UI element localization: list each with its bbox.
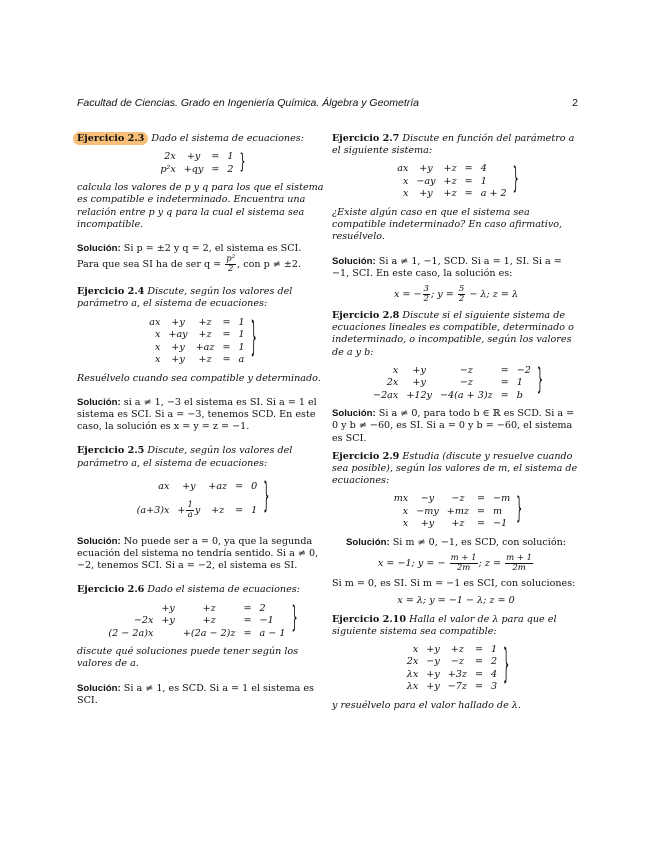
eq-part: ; y = [430, 288, 454, 300]
term: +az [208, 480, 228, 492]
equation-term: +az [195, 341, 215, 353]
exercise-statement: Discute, según los valores del parámetro a, el sistema de ecuaciones: [77, 286, 293, 310]
eq-part: x = − [393, 288, 422, 300]
equation-term: +y [426, 681, 440, 693]
fraction [225, 255, 236, 274]
exercise-label: Ejercicio 2.9 [332, 450, 400, 462]
equation-term: x [392, 364, 399, 376]
equation-term: 1 [480, 175, 487, 187]
term: = [235, 504, 244, 516]
equation-term: +z [198, 316, 212, 328]
equation-row [369, 365, 535, 378]
equation-term: 1 [238, 329, 245, 341]
equation-system [332, 644, 580, 694]
equation-term: x [412, 643, 419, 655]
exercise-2-7 [332, 133, 580, 304]
equation-term: 2 [259, 602, 266, 614]
exercise-2-6 [77, 584, 325, 707]
solution-label: Solución: [345, 536, 390, 548]
equation-system [332, 163, 580, 201]
term: ax [158, 480, 170, 492]
term: +z [211, 504, 225, 516]
equation-row [393, 188, 510, 201]
equation-term: x [155, 341, 161, 353]
equation-term: x [402, 175, 409, 187]
equation-row [390, 506, 514, 519]
equation-term: = [222, 341, 231, 353]
equation-term: −2x [133, 615, 154, 627]
equation-row [156, 151, 237, 164]
equation-term: a + 2 [480, 188, 507, 200]
fraction [186, 501, 193, 520]
equation-row [403, 681, 501, 694]
equation-term: = [500, 389, 509, 401]
equation-term: 4 [480, 163, 487, 175]
equation-table [393, 163, 510, 201]
equation-term: −1 [259, 615, 274, 627]
equation-term: = [476, 505, 486, 517]
equation-term: +z [202, 602, 216, 614]
equation-term: −ay [416, 175, 436, 187]
solution-text: Si a ≠ 1, es SCD. Si a = 1 el sistema es SCI. [77, 682, 314, 706]
equation-system [77, 476, 325, 524]
equation-term: +z [198, 329, 212, 341]
exercise-text: discute qué soluciones puede tener según los valores de a. [77, 646, 299, 670]
equation-term: = [474, 656, 483, 668]
term: 1 [251, 504, 258, 516]
equation-term: +ay [168, 329, 188, 341]
equation-term: +y [419, 188, 433, 200]
left-column [77, 133, 325, 707]
solution [77, 536, 325, 573]
equation-term: 1 [227, 151, 234, 163]
solution-text-2: Si m = 0, es SI. Si m = −1 es SCI, con soluciones: [332, 578, 576, 590]
solution-label: Solución: [77, 682, 121, 694]
solution-text: Si a ≠ 1, −1, SCD. Si a = 1, SI. Si a = −1, SCI. En este caso, la solución es: [332, 255, 562, 279]
solution-label: Solución: [332, 255, 376, 267]
solution-label: Solución: [77, 396, 121, 408]
equation-row [403, 644, 501, 657]
equation-table [390, 493, 514, 531]
equation-term: = [474, 643, 483, 655]
equation-term: −z [459, 364, 473, 376]
equation-term: +mz [446, 505, 469, 517]
equation-term: +z [443, 163, 457, 175]
equation-term: x [155, 354, 161, 366]
header-title: Facultad de Ciencias. Grado en Ingeniería Química. Álgebra y Geometría [77, 97, 420, 109]
equation-term: +y [171, 354, 185, 366]
exercise-2-4 [77, 286, 325, 433]
exercise-statement: Discute, según los valores del parámetro a, el sistema de ecuaciones: [77, 445, 293, 469]
fraction-numerator: 5 [458, 283, 465, 294]
right-brace: } [503, 643, 510, 690]
exercise-text: calcula los valores de p y q para los que el sistema es compatible e indeterminado. Encuentra una relación entre p y q para la cual el sistema sea incompatible. [77, 182, 324, 230]
equation-term: +z [450, 643, 464, 655]
term-fraction [173, 498, 204, 524]
exercise-statement: Discute si el siguiente sistema de ecuaciones lineales es compatible, determinado o indeterminado, o incompatible, según los valores de a y b: [332, 309, 574, 358]
equation-term: 1 [238, 341, 245, 353]
equation-row [145, 354, 248, 367]
equation-term: −7z [447, 681, 467, 693]
variable: y [194, 505, 201, 517]
equation-row [403, 669, 501, 682]
equation-row [104, 603, 289, 616]
equation-term: b [516, 389, 523, 401]
solution [77, 243, 325, 274]
right-brace: } [536, 364, 543, 399]
equation-term: = [243, 627, 252, 639]
solution-text: Si m ≠ 0, −1, es SCD, con solución: [392, 536, 567, 548]
equation-term: x [402, 188, 409, 200]
equation-term: ax [397, 163, 409, 175]
right-brace: } [263, 477, 270, 518]
equation-table [104, 603, 289, 641]
solution [332, 537, 580, 549]
equation-row [145, 329, 248, 342]
equation-table [369, 365, 535, 403]
equation-term: mx [393, 493, 409, 505]
exercise-label: Ejercicio 2.7 [332, 133, 400, 144]
exercise-2-10 [332, 614, 580, 713]
fraction-numerator: m + 1 [506, 553, 533, 564]
equation-system [332, 493, 580, 531]
equation-row [156, 164, 237, 177]
exercise-label: Ejercicio 2.6 [77, 584, 145, 596]
equation-term: x [402, 518, 409, 530]
solution-text: si a ≠ 1, −3 el sistema es SI. Si a = 1 el sistema es SCI. Si a = −3, tenemos SCD. En este caso, la solución es x = y = z = −1. [77, 396, 317, 433]
exercise-text: y resuélvelo para el valor hallado de λ. [332, 699, 521, 711]
equation-term: λx [406, 668, 419, 680]
equation-term: = [474, 668, 483, 680]
exercise-label: Ejercicio 2.8 [332, 309, 400, 321]
fraction-denominator: 2 [228, 264, 234, 275]
equation-term: = [464, 188, 473, 200]
term: = [235, 480, 244, 492]
equation-term: x [155, 329, 161, 341]
solution-text-end: , con p ≠ ±2. [237, 259, 302, 271]
solution-label: Solución: [77, 535, 121, 547]
equation-term: +(2a − 2)z [182, 627, 236, 639]
solution-label: Solución: [77, 243, 121, 255]
equation-term: +y [419, 163, 433, 175]
fraction-denominator: 2 [423, 293, 429, 304]
fraction [450, 554, 478, 573]
equation-term: 1 [238, 316, 245, 328]
equation-term: ax [149, 316, 161, 328]
equation-term: = [500, 377, 509, 389]
plus-sign: + [177, 505, 186, 517]
equation-system [77, 603, 325, 641]
equation-row [393, 176, 510, 189]
solution [332, 256, 580, 280]
equation-system [77, 317, 325, 367]
equation-term: +y [420, 518, 435, 530]
term: +y [182, 480, 196, 492]
solution-text: No puede ser a = 0, ya que la segunda ecuación del sistema no tendría sentido. Si a ≠ 0, −2, tenemos SCI. Si a = −2, el sistema es SI. [77, 535, 319, 572]
equation-term: −y [420, 493, 435, 505]
equation-term: 4 [491, 668, 498, 680]
exercise-label: Ejercicio 2.10 [332, 613, 407, 625]
exercise-2-5 [77, 445, 325, 572]
equation-term: +y [426, 643, 440, 655]
equation-term: −my [416, 505, 439, 517]
term: (a+3)x [136, 504, 170, 516]
equation-term: +y [171, 341, 185, 353]
equation-term: −m [493, 493, 511, 505]
equation-row [145, 342, 248, 355]
equation-term: +y [412, 377, 426, 389]
equation-term: 1 [491, 643, 498, 655]
equation-row [390, 493, 514, 506]
equation-term: = [476, 518, 486, 530]
equation-term: −2 [516, 364, 531, 376]
solution-equation [332, 285, 580, 304]
equation-term: −4(a + 3)z [439, 389, 493, 401]
solution-label: Solución: [332, 408, 376, 420]
equation-term: m [493, 505, 503, 517]
equation-term: +y [412, 364, 426, 376]
solution [332, 408, 580, 445]
fraction-numerator: p² [226, 254, 236, 265]
equation-term: = [222, 329, 231, 341]
solution-equation-2: x = λ; y = −1 − λ; z = 0 [397, 595, 515, 607]
equation-term [104, 603, 157, 616]
equation-term: −z [451, 493, 465, 505]
equation-row [393, 163, 510, 176]
equation-term: p²x [160, 163, 176, 175]
equation-term: +z [443, 175, 457, 187]
equation-term: −z [450, 656, 464, 668]
equation-term: +3z [447, 668, 467, 680]
equation-term: +y [426, 668, 440, 680]
equation-term: = [222, 354, 231, 366]
equation-term: +y [171, 316, 185, 328]
solution [77, 683, 325, 707]
equation-term: 1 [516, 377, 523, 389]
equation-term: = [243, 602, 252, 614]
exercise-statement: Estudia (discute y resuelve cuando sea posible), según los valores de m, el sistema de ecuaciones: [332, 450, 578, 487]
equation-term: 2x [386, 377, 399, 389]
equation-term: = [243, 615, 252, 627]
equation-term: = [500, 364, 509, 376]
equation-term: = [464, 175, 473, 187]
exercise-text: ¿Existe algún caso en que el sistema sea compatible indeterminado? En caso afirmativo, resuélvelo. [332, 206, 563, 243]
equation-term: +z [443, 188, 457, 200]
equation-term: +y [186, 151, 201, 163]
equation-row [104, 615, 289, 628]
equation-term: −1 [493, 518, 508, 530]
equation-system [77, 151, 325, 176]
term: 0 [251, 480, 258, 492]
fraction [423, 285, 430, 304]
solution-text: Si p = ±2 y q = 2, el sistema es SCI. Para que sea SI ha de ser q = [77, 243, 302, 271]
equation-system [332, 365, 580, 403]
equation-term: −z [459, 377, 473, 389]
equation-term: = [211, 163, 220, 175]
equation-term: +z [198, 354, 212, 366]
exercise-statement: Dado el sistema de ecuaciones: [151, 133, 304, 144]
equation-term: x [402, 505, 409, 517]
equation-term: −2ax [373, 389, 399, 401]
equation-term: +z [202, 615, 216, 627]
equation-term: (2 − 2a)x [108, 627, 154, 639]
exercise-label: Ejercicio 2.5 [77, 445, 145, 457]
exercise-label-highlighted: Ejercicio 2.3 [73, 132, 148, 145]
solution [77, 397, 325, 434]
equation-term: = [464, 163, 473, 175]
equation-table [145, 317, 248, 367]
right-brace: } [239, 150, 246, 174]
equation-term: −y [426, 656, 440, 668]
equation-term: = [474, 681, 483, 693]
right-column [332, 133, 580, 712]
equation-term: 2x [164, 151, 176, 163]
equation-row [104, 628, 289, 641]
fraction-denominator: a [187, 510, 193, 521]
right-brace: } [291, 602, 298, 637]
equation-row [369, 377, 535, 390]
equation-term: +12y [406, 389, 432, 401]
equation-term [157, 628, 178, 641]
fraction [458, 285, 465, 304]
eq-part: ; z = [478, 558, 501, 570]
equation-row [390, 518, 514, 531]
fraction-denominator: 2 [458, 293, 465, 304]
exercise-text: Resuélvelo cuando sea compatible y determinado. [77, 372, 321, 384]
equation-row [403, 656, 501, 669]
equation-term: a − 1 [259, 627, 286, 639]
equation-term: a [238, 354, 245, 366]
equation-term: 2x [406, 656, 419, 668]
equation-term: 2 [227, 163, 234, 175]
page-header [77, 97, 578, 109]
equation-term: 2 [491, 656, 498, 668]
equation-table [156, 151, 237, 176]
fraction [505, 554, 533, 573]
equation-term: λx [406, 681, 419, 693]
exercise-statement: Halla el valor de λ para que el siguiente sistema sea compatible: [332, 613, 557, 637]
exercise-2-3 [77, 133, 325, 274]
equation-row [145, 317, 248, 330]
equation-term: = [222, 316, 231, 328]
fraction-denominator: 2m [456, 563, 471, 574]
right-brace: } [250, 315, 257, 363]
right-brace: } [516, 493, 523, 528]
eq-part: − λ; z = λ [469, 288, 519, 300]
right-brace: } [512, 163, 519, 198]
equation-term: +qy [183, 163, 204, 175]
exercise-statement: Dado el sistema de ecuaciones: [147, 584, 300, 596]
equation-term: +y [161, 602, 175, 614]
solution-equation [332, 554, 580, 573]
equation-term: +z [451, 518, 465, 530]
exercise-label: Ejercicio 2.4 [77, 286, 145, 298]
solution-text: Si a ≠ 0, para todo b ∈ ℝ es SCD. Si a = 0 y b ≠ −60, es SI. Si a = 0 y b = −60, el sistema es SCI. [332, 408, 575, 444]
eq-part: x = −1; y = − [377, 558, 446, 570]
fraction-denominator: 2m [512, 563, 526, 574]
equation-term: = [211, 151, 220, 163]
equation-term: = [476, 493, 486, 505]
exercise-2-9 [332, 451, 580, 608]
equation-row [369, 390, 535, 403]
equation-term: 3 [491, 681, 498, 693]
exercise-2-8 [332, 310, 580, 445]
page-number: 2 [572, 97, 578, 109]
equation-table [403, 644, 501, 694]
fraction-numerator: m + 1 [450, 553, 477, 564]
fraction-numerator: 3 [423, 283, 429, 294]
exercise-statement: Discute en función del parámetro a el siguiente sistema: [332, 133, 575, 157]
fraction-numerator: 1 [187, 500, 193, 511]
equation-term: +y [161, 615, 175, 627]
